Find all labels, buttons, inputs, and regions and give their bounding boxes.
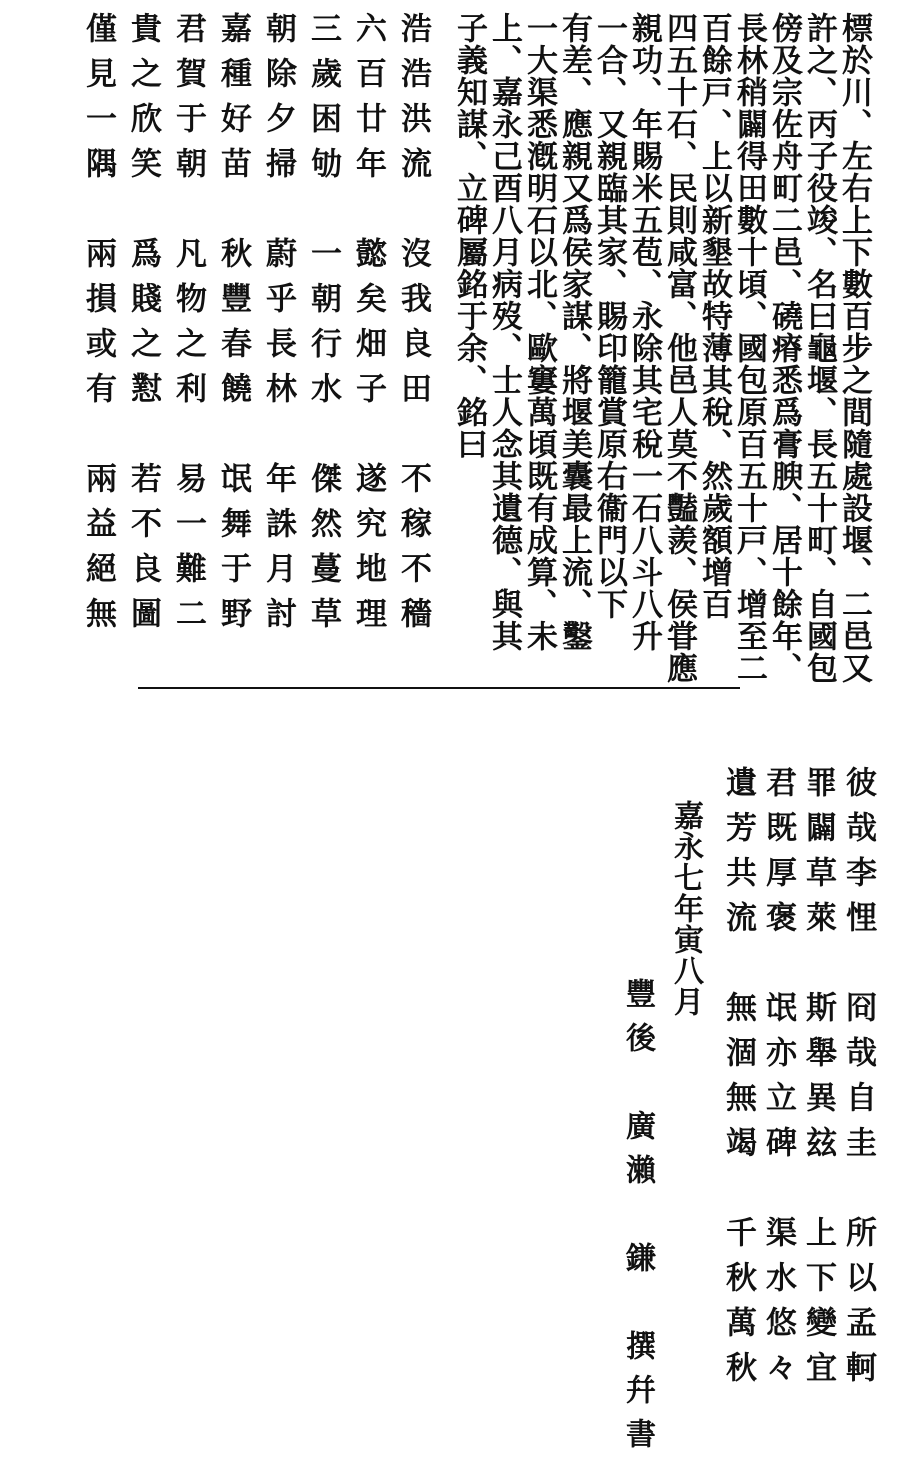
prose-column: 有差、應親又爲侯家謀、將堰美囊最上流、鑿 <box>556 12 592 652</box>
prose-column: 子義知謀、立碑屬銘于余、銘曰 <box>451 12 487 460</box>
verse-column: 朝除夕掃 蔚乎長林 年誅月討 <box>260 12 296 642</box>
verse-column: 嘉種好苗 秋豐春饒 氓舞于野 <box>215 12 251 642</box>
prose-column: 標於川、左右上下數百步之間隨處設堰、二邑又 <box>836 12 872 684</box>
verse-column: 三歲困劬 一朝行水 傑然蔓草 <box>305 12 341 642</box>
verse-column: 罪闢草萊 斯舉異玆 上下變宜 <box>800 766 836 1396</box>
prose-column: 百餘戸、上以新墾故特薄其稅、然歲額增百 <box>696 12 732 620</box>
prose-column: 親功、年賜米五苞、永除其宅稅一石八斗八升 <box>626 12 662 652</box>
prose-column: 一大渠悉漑明石以北、歐窶萬頃既有成算、未 <box>521 12 557 652</box>
prose-column: 一合、又親臨其家、賜印籠賞原右衞門以下 <box>591 12 627 620</box>
prose-column: 上、嘉永己酉八月病歿、士人念其遺德、與其 <box>486 12 522 652</box>
verse-column: 遺芳共流 無涸無竭 千秋萬秋 <box>720 766 756 1396</box>
verse-column: 彼哉李悝 冏哉自圭 所以孟軻 <box>840 766 876 1396</box>
prose-column: 長林稍闢得田數十頃、國包原百五十戸、增至二 <box>731 12 767 684</box>
prose-column: 傍及宗佐舟町二邑、磽瘠悉爲膏腴、居十餘年、 <box>766 12 802 684</box>
verse-column: 君既厚褒 氓亦立碑 渠水悠々 <box>760 766 796 1396</box>
verse-column: 浩浩洪流 沒我良田 不稼不穡 <box>395 12 431 642</box>
prose-column: 四五十石、民則咸富、他邑人莫不豔羨、侯甞應 <box>661 12 697 684</box>
section-divider <box>138 687 740 689</box>
date-line: 嘉永七年寅八月 <box>668 800 703 1017</box>
prose-column: 許之、丙子役竣、名曰龜堰、長五十町、自國包 <box>801 12 837 684</box>
verse-column: 六百廿年 懿矣畑子 遂究地理 <box>350 12 386 642</box>
verse-column: 君賀于朝 凡物之利 易一難二 <box>170 12 206 642</box>
verse-column: 僅見一隅 兩損或有 兩益絕無 <box>80 12 116 642</box>
author-line: 豐後 廣瀨 鎌 撰幷書 <box>620 978 655 1462</box>
verse-column: 貴之欣笑 爲賤之懟 若不良圖 <box>125 12 161 642</box>
